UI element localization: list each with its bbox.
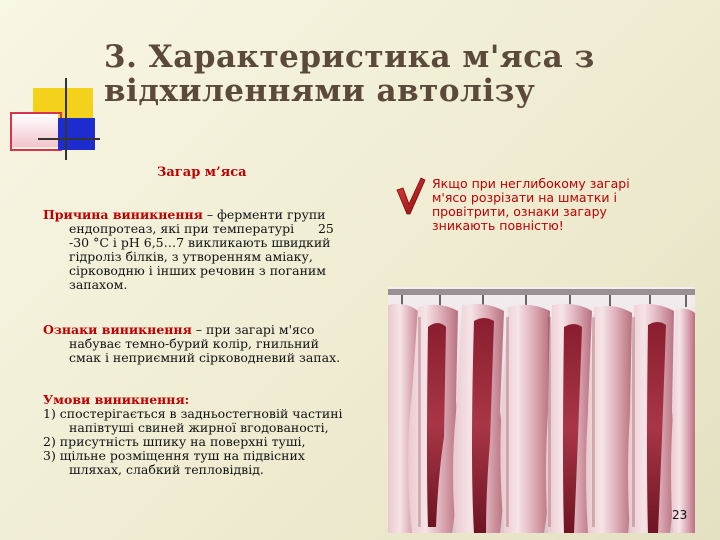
cause-line-2: ендопротеаз, які при температурі 25 (69, 221, 334, 236)
signs-line-1 (43, 323, 383, 337)
note-line-2: м'ясо розрізати на шматки і (432, 190, 617, 205)
signs-line-2: набуває темно-бурий колір, гнильний (69, 336, 319, 351)
cause-line-4: гідроліз білків, з утворенням аміаку, (69, 249, 313, 264)
meat-carcasses-photo (388, 287, 695, 533)
decor-vertical-line (65, 78, 67, 160)
cause-line-5: сірководню і інших речовин з поганим (69, 263, 326, 278)
signs-paragraph (43, 323, 383, 365)
conditions-line-5: шляхах, слабкий тепловідвід. (69, 462, 264, 477)
cause-label: Причина виникнення (43, 207, 203, 222)
note-line-3: провітрити, ознаки загару (432, 204, 607, 219)
cause-line-6: запахом. (69, 277, 128, 292)
decor-blue-square (58, 118, 95, 150)
note-line-4: зникають повністю! (432, 218, 564, 233)
conditions-line-3: 2) присутність шпику на поверхні туші, (43, 434, 306, 449)
conditions-label: Умови виникнення: (43, 392, 190, 407)
checkmark-icon (395, 176, 427, 216)
slide-title: 3. Характеристика м'яса з відхиленнями автолізу (104, 39, 595, 109)
conditions-line-1: 1) спостерігається в задньостегновій частині (43, 406, 343, 421)
cause-text-1: – ферменти групи (202, 207, 326, 222)
conditions-line-4: 3) щільне розміщення туш на підвісних (43, 448, 305, 463)
cause-line-1 (43, 208, 383, 222)
signs-text-1: – при загарі м'ясо (191, 322, 315, 337)
cause-paragraph (43, 208, 383, 292)
section-subtitle: Загар м’яса (157, 165, 247, 180)
page-number: 23 (672, 508, 688, 522)
decor-red-outline (10, 112, 62, 151)
note-line-1: Якщо при неглибокому загарі (432, 176, 630, 191)
signs-label: Ознаки виникнення (43, 322, 192, 337)
conditions-paragraph (43, 393, 383, 477)
note-paragraph (432, 177, 682, 233)
signs-line-3: смак і неприємний сірководневий запах. (69, 350, 341, 365)
decor-horizontal-line (38, 138, 100, 140)
cause-line-3: -30 °С і рН 6,5…7 викликають швидкий (69, 235, 331, 250)
conditions-line-2: напівтуші свиней жирної вгодованості, (69, 420, 329, 435)
